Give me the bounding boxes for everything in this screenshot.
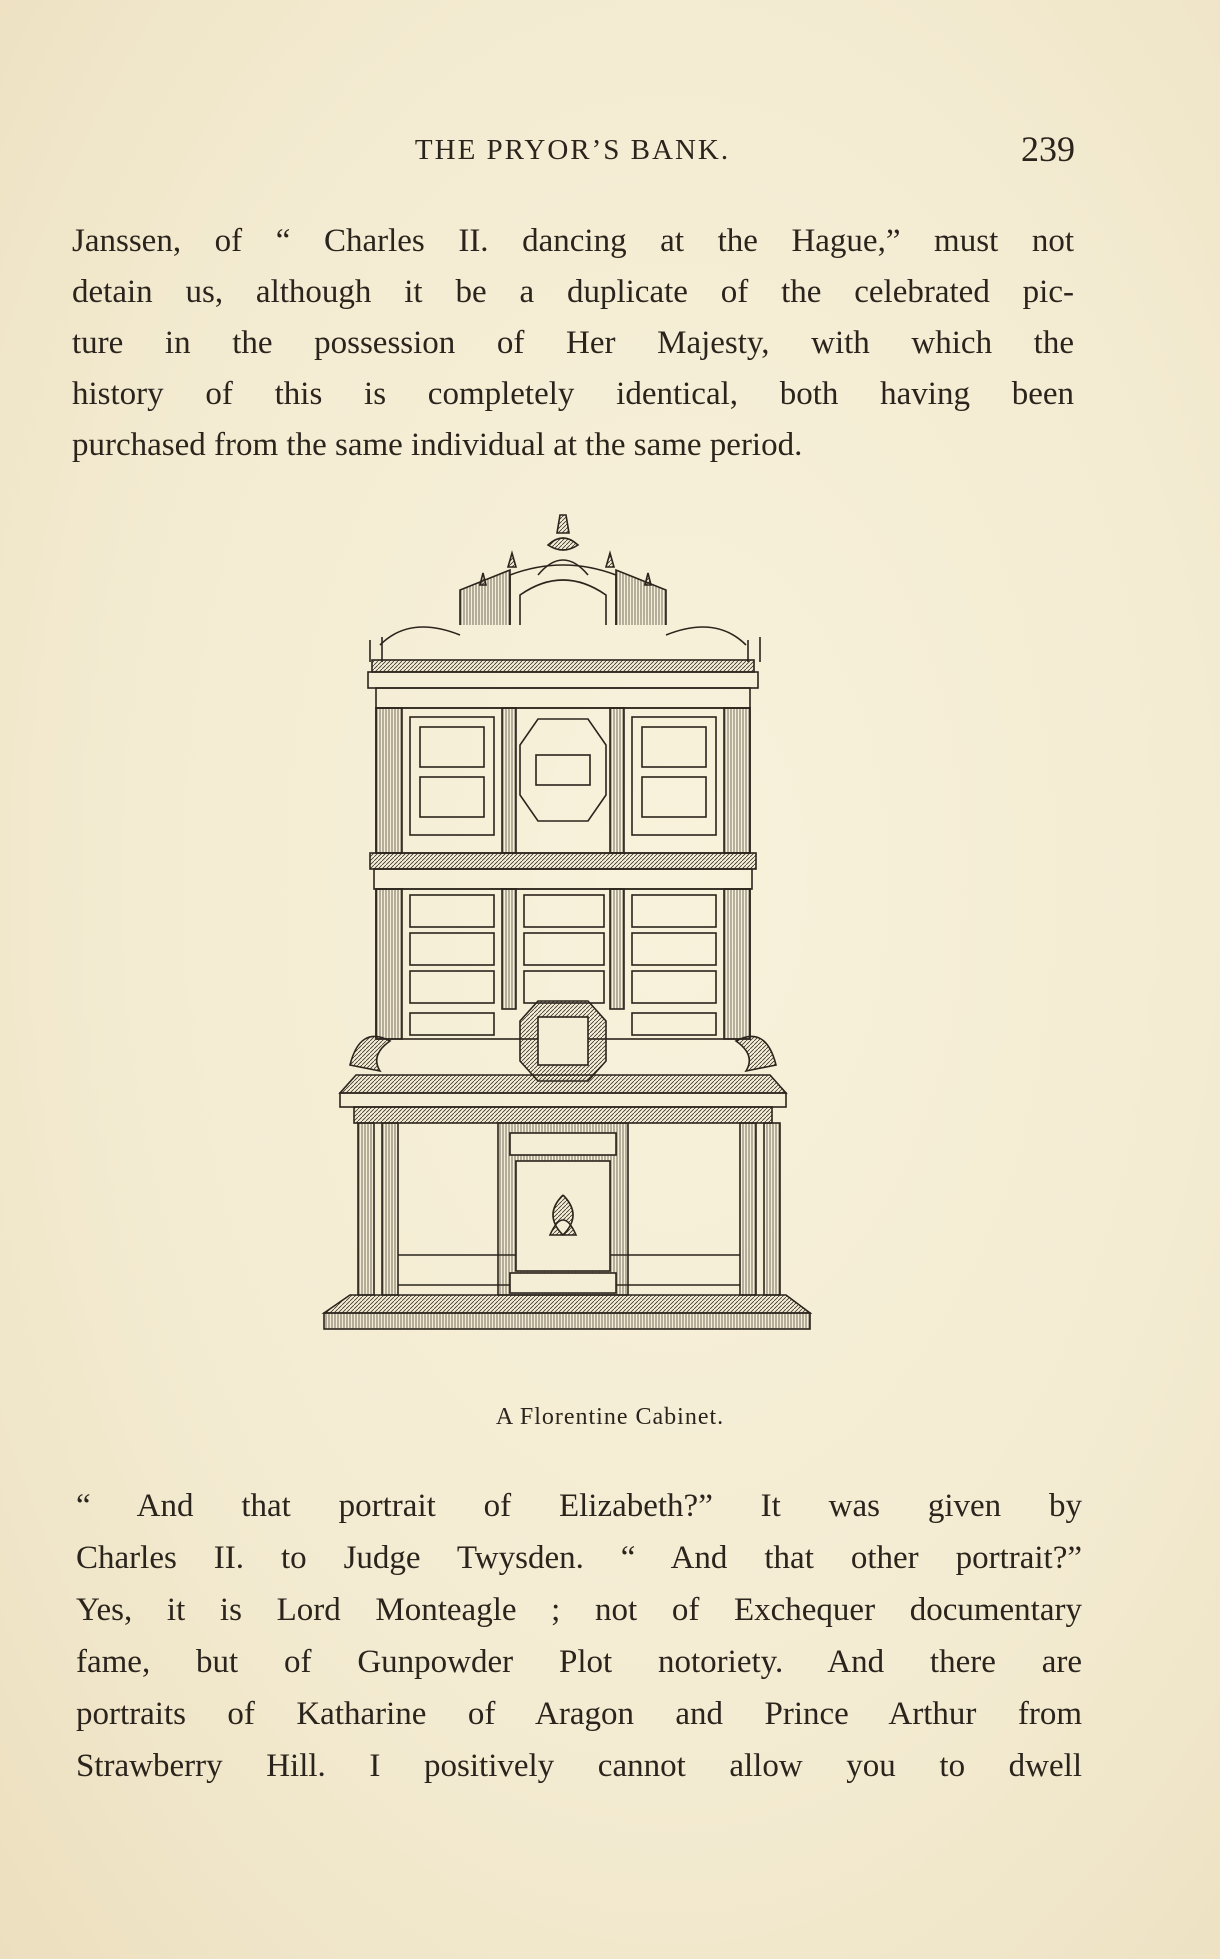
- page-number: 239: [1021, 129, 1075, 169]
- text-line: portraits of Katharine of Aragon and Prince Arthur from: [76, 1696, 1082, 1732]
- text-line: Janssen, of “ Charles II. dancing at the Hague,” must not: [72, 223, 1074, 259]
- florentine-cabinet-engraving: [310, 505, 850, 1385]
- running-title: THE PRYOR’S BANK.: [414, 134, 731, 166]
- text-line: ture in the possession of Her Majesty, with which the: [72, 325, 1074, 361]
- text-line: Strawberry Hill. I positively cannot allow you to dwell: [76, 1748, 1082, 1784]
- text-line: “ And that portrait of Elizabeth?” It was given by: [76, 1488, 1082, 1524]
- paragraph-1: [72, 216, 1074, 471]
- figure-caption: A Florentine Cabinet.: [495, 1404, 725, 1430]
- text-line: Charles II. to Judge Twysden. “ And that other portrait?”: [76, 1540, 1082, 1576]
- text-line: Yes, it is Lord Monteagle ; not of Exchequer documentary: [76, 1592, 1082, 1628]
- text-line: fame, but of Gunpowder Plot notoriety. And there are: [76, 1644, 1082, 1680]
- text-line: history of this is completely identical, both having been: [72, 376, 1074, 412]
- paragraph-2: [76, 1480, 1082, 1792]
- page-header: [70, 128, 1075, 178]
- text-line: detain us, although it be a duplicate of the celebrated pic-: [72, 274, 1074, 310]
- cabinet-illustration: [310, 505, 850, 1385]
- text-line: purchased from the same individual at the same period.: [72, 427, 803, 463]
